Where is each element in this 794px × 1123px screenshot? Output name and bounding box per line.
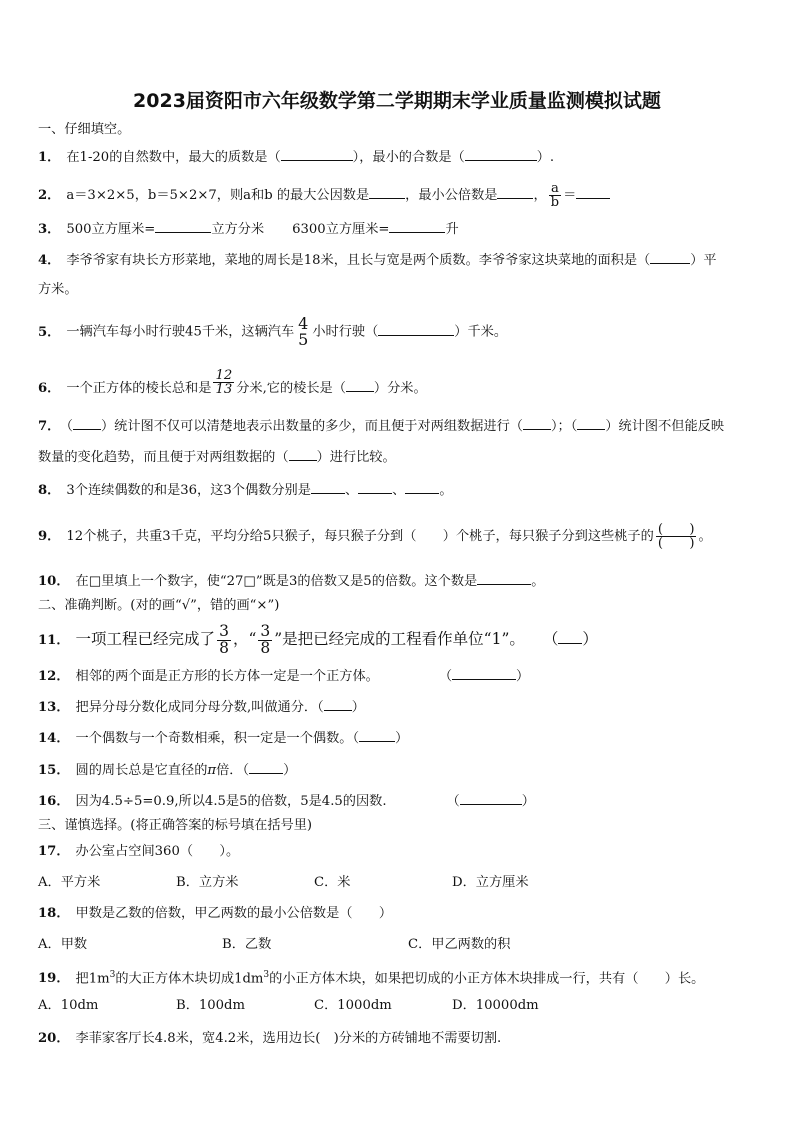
- option-c[interactable]: C．甲乙两数的积: [408, 937, 511, 952]
- question-17: 17． 办公室占空间360（ ）。: [38, 844, 240, 859]
- question-8: 8． 3个连续偶数的和是36，这3个偶数分别是 、 、 。: [38, 480, 453, 500]
- answer-blank[interactable]: [311, 480, 345, 494]
- question-12: 12． 相邻的两个面是正方形的长方体一定是一个正方体。 （ ）: [38, 666, 529, 686]
- question-6: 6． 一个正方体的棱长总和是 $\frac{12}{13}$ 分米,它的棱长是（ ）分米。: [38, 368, 427, 398]
- fraction-blank[interactable]: $\frac{( )}{( )}$: [657, 522, 695, 552]
- option-a[interactable]: A．10dm: [38, 998, 99, 1013]
- answer-blank[interactable]: [497, 185, 533, 199]
- fraction-a-over-b: $\frac{a}{b}$: [550, 181, 560, 211]
- question-4-cont: 方米。: [38, 282, 78, 297]
- option-a[interactable]: A．平方米: [38, 875, 101, 890]
- question-7: 7． （ ）统计图不仅可以清楚地表示出数量的多少，而且便于对两组数据进行（ ）；（ ）统计图不但能反映: [38, 416, 724, 436]
- page-title: 2023届资阳市六年级数学第二学期期末学业质量监测模拟试题: [133, 90, 661, 112]
- answer-blank[interactable]: [359, 728, 395, 742]
- option-b[interactable]: B．立方米: [176, 875, 239, 890]
- option-a[interactable]: A．甲数: [38, 937, 88, 952]
- answer-blank[interactable]: [249, 760, 283, 774]
- fraction-3-8: $\frac{3}{8}$: [219, 622, 229, 657]
- answer-blank[interactable]: [576, 185, 610, 199]
- question-2: 2． a＝3×2×5，b＝5×2×7，则a和b 的最大公因数是 ，最小公倍数是 ， $\frac{a}{b}$ ＝: [38, 182, 610, 209]
- question-3: 3． 500立方厘米= 立方分米 6300立方厘米= 升: [38, 219, 459, 239]
- option-d[interactable]: D．立方厘米: [452, 875, 529, 890]
- question-1: 1． 在1-20的自然数中，最大的质数是（ ），最小的合数是（ ）.: [38, 147, 554, 167]
- answer-blank[interactable]: [389, 219, 445, 233]
- question-14: 14． 一个偶数与一个奇数相乘，积一定是一个偶数。（ ）: [38, 728, 408, 748]
- question-7-cont: 数量的变化趋势，而且便于对两组数据的（ ）进行比较。: [38, 447, 396, 467]
- question-19: 19． 把$1m^3$的大正方体木块切成$1dm^3$的小正方体木块，如果把切成的小正方体木块排成一行，共有（ ）长。: [38, 970, 705, 987]
- question-13: 13． 把异分母分数化成同分母分数,叫做通分．（ ）: [38, 697, 365, 717]
- answer-blank[interactable]: [289, 447, 317, 461]
- answer-blank[interactable]: [460, 791, 522, 805]
- option-b[interactable]: B．100dm: [176, 998, 245, 1013]
- answer-blank[interactable]: [405, 480, 439, 494]
- question-15: 15． 圆的周长总是它直径的π倍．（ ）: [38, 760, 296, 780]
- option-c[interactable]: C．1000dm: [314, 998, 392, 1013]
- answer-blank[interactable]: [369, 185, 405, 199]
- question-18-options: [38, 936, 510, 954]
- question-19-options: [38, 997, 539, 1015]
- question-17-options: [38, 874, 529, 892]
- answer-blank[interactable]: [73, 416, 101, 430]
- question-10: 10． 在□里填上一个数字，使“27□”既是3的倍数又是5的倍数。这个数是 。: [38, 571, 544, 591]
- answer-blank[interactable]: [650, 250, 690, 264]
- answer-blank[interactable]: [577, 416, 605, 430]
- question-4: 4． 李爷爷家有块长方形菜地，菜地的周长是18米，且长与宽是两个质数。李爷爷家这块菜地的面积是（ ）平: [38, 250, 717, 270]
- question-18: 18． 甲数是乙数的倍数，甲乙两数的最小公倍数是（ ）: [38, 906, 393, 921]
- section-2-heading: 二、准确判断。(对的画“√”，错的画“×”): [38, 598, 280, 613]
- question-11: 11． 一项工程已经完成了 $\frac{3}{8}$ ，“ $\frac{3}{8}$ ”是把已经完成的工程看作单位“1”。 （ ）: [38, 622, 598, 657]
- answer-blank[interactable]: [378, 322, 454, 336]
- answer-blank[interactable]: [523, 416, 551, 430]
- answer-blank[interactable]: [452, 666, 516, 680]
- option-d[interactable]: D．10000dm: [452, 998, 539, 1013]
- section-1-heading: 一、仔细填空。: [38, 122, 131, 137]
- question-9: 9． 12个桃子，共重3千克，平均分给5只猴子，每只猴子分到（ ）个桃子，每只猴子分到这些桃子的 $\frac{( )}{( )}$ 。: [38, 522, 712, 552]
- fraction-4-5: 4 5: [298, 314, 309, 349]
- option-c[interactable]: C．米: [314, 875, 351, 890]
- option-b[interactable]: B．乙数: [222, 937, 272, 952]
- answer-blank[interactable]: [281, 147, 353, 161]
- fraction-12-13: $\frac{12}{13}$: [215, 368, 233, 398]
- answer-blank[interactable]: [465, 147, 537, 161]
- fraction-3-8: $\frac{3}{8}$: [260, 622, 271, 657]
- answer-blank[interactable]: [558, 630, 582, 644]
- answer-blank[interactable]: [358, 480, 392, 494]
- answer-blank[interactable]: [324, 697, 352, 711]
- question-16: 16． 因为4.5÷5=0.9,所以4.5是5的倍数，5是4.5的因数. （ ）: [38, 791, 535, 811]
- question-5: 5． 一辆汽车每小时行驶45千米，这辆汽车 4 5 小时行驶（ ）千米。: [38, 314, 508, 349]
- answer-blank[interactable]: [477, 571, 531, 585]
- question-20: 20． 李菲家客厅长4.8米，宽4.2米，选用边长( )分米的方砖铺地不需要切割.: [38, 1031, 502, 1046]
- answer-blank[interactable]: [346, 378, 374, 392]
- section-3-heading: 三、谨慎选择。(将正确答案的标号填在括号里): [38, 818, 313, 833]
- answer-blank[interactable]: [155, 219, 211, 233]
